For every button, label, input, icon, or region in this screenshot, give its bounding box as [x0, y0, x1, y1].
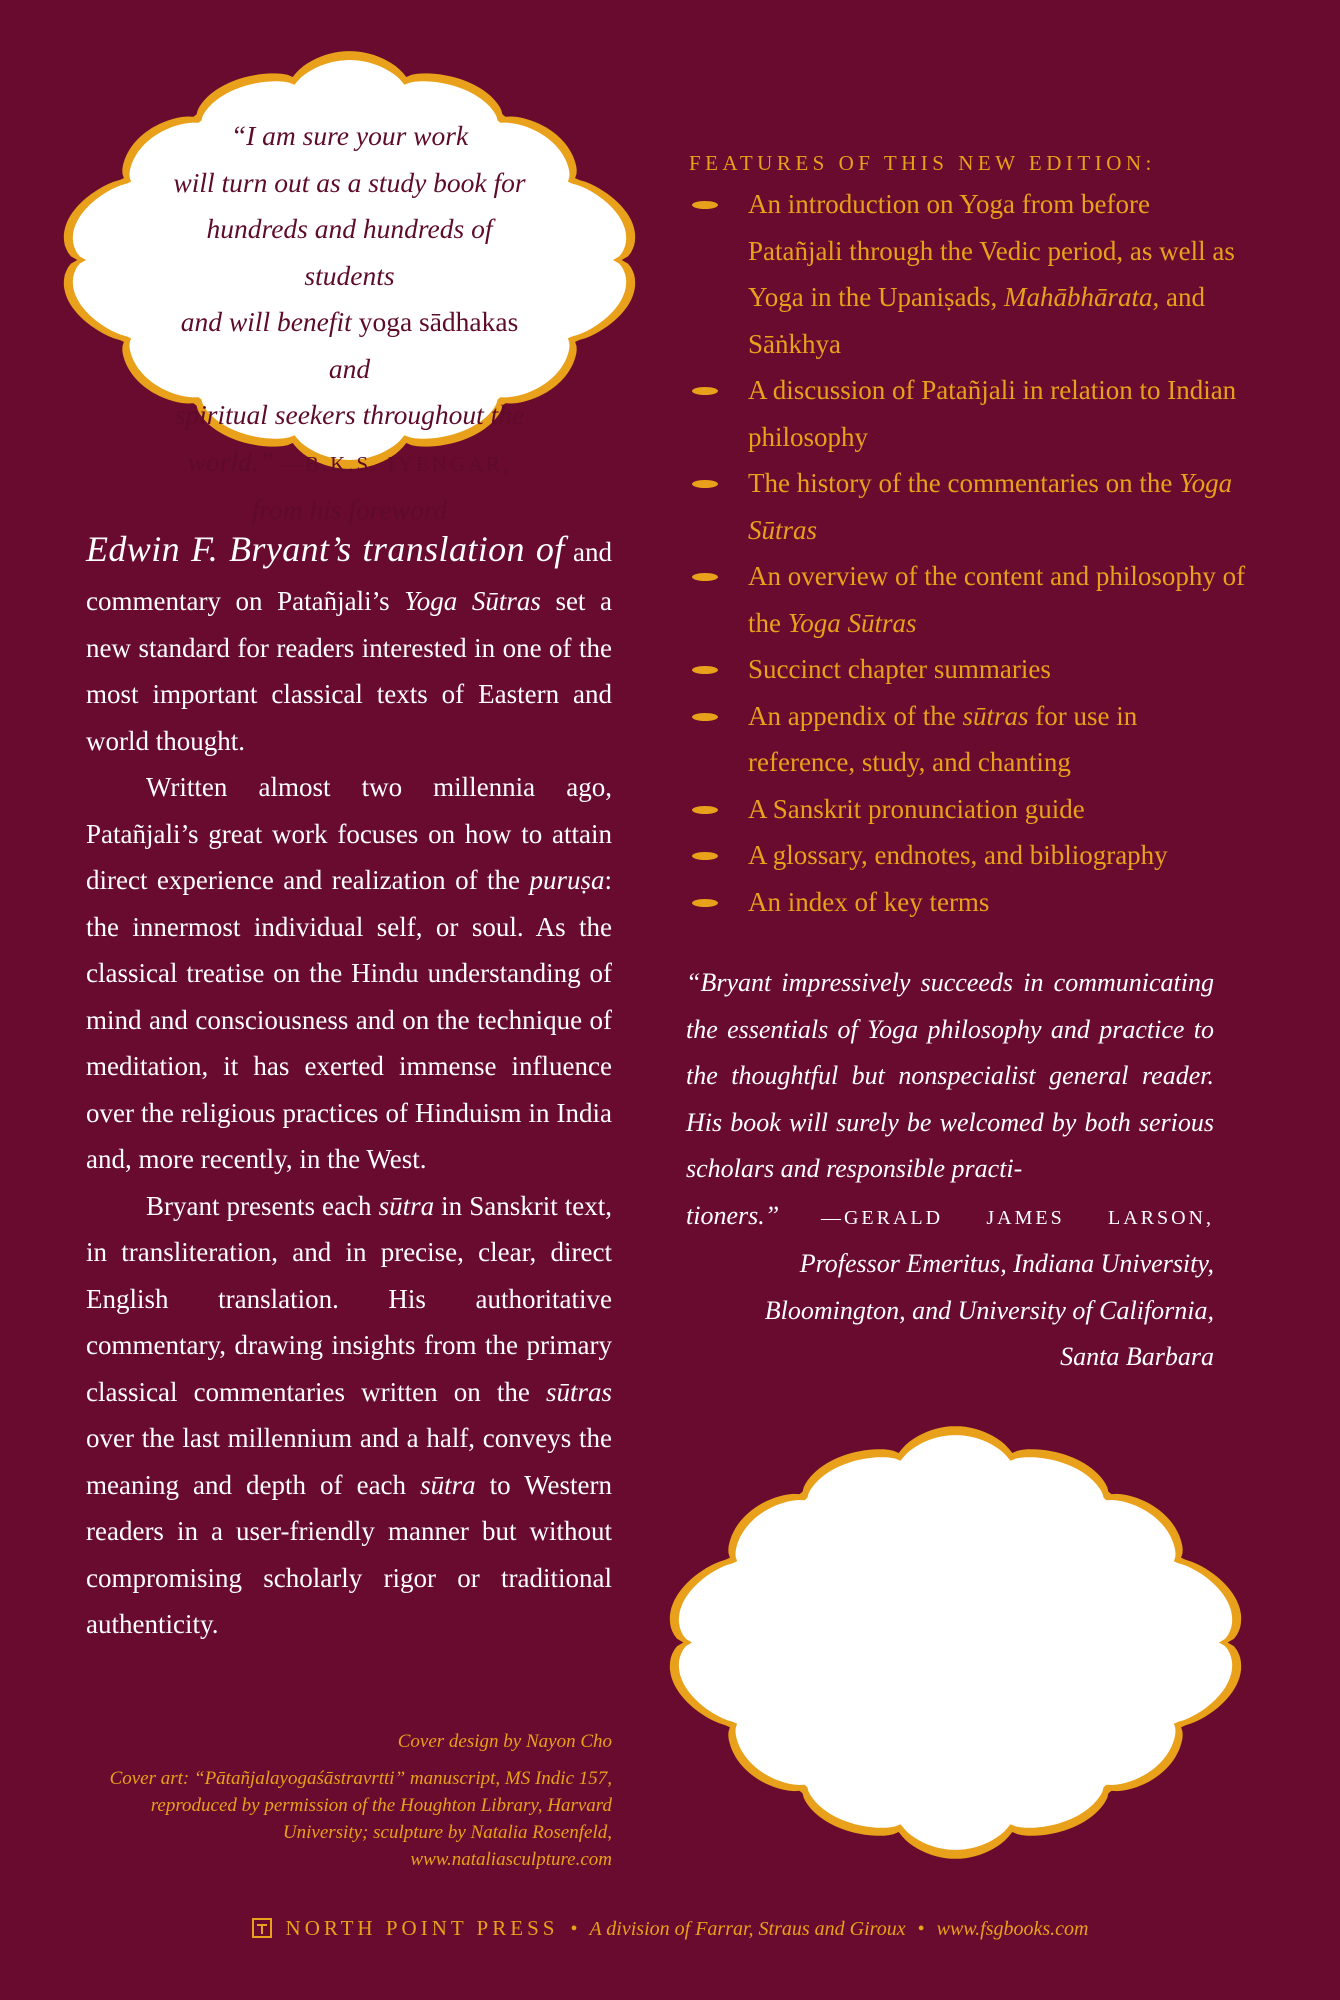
separator: • — [917, 1918, 925, 1940]
feature-text-part: for use in reference, study, and chanting — [748, 700, 1138, 777]
quote-line: hundreds and hundreds of students — [206, 213, 493, 291]
feature-item — [688, 181, 1248, 367]
feature-title-part: Yoga Sūtras — [748, 468, 1233, 545]
larson-quote — [686, 960, 1214, 1381]
cover-design-credit: Cover design by Nayon Cho — [397, 1731, 612, 1752]
quote-line: will turn out as a study book for — [173, 166, 526, 198]
feature-item — [688, 693, 1248, 786]
feature-text — [748, 879, 1248, 926]
leaf-bullet-icon — [692, 573, 718, 581]
press-logo-icon — [252, 1918, 272, 1938]
feature-text-part: An appendix of the — [748, 700, 956, 731]
affiliation-line: Bloomington, and University of California, — [764, 1295, 1214, 1325]
scalloped-badge-shape — [668, 1420, 1243, 1865]
feature-text — [748, 181, 1248, 367]
feature-text — [748, 367, 1248, 460]
features-list — [688, 181, 1248, 925]
quote-line: from his foreword — [251, 494, 448, 525]
barcode-badge — [668, 1420, 1243, 1865]
feature-text-part: A glossary, endnotes, and bibliography — [748, 840, 1168, 870]
feature-item — [688, 553, 1248, 646]
term: puruṣa — [529, 865, 605, 895]
feature-text-part: An index of key terms — [748, 886, 990, 917]
feature-item — [688, 460, 1248, 553]
quote-attribution: —B.K.S. IYENGAR, — [280, 451, 512, 476]
quote-term: yoga sādhakas — [358, 306, 519, 337]
affiliation-line: Santa Barbara — [1060, 1342, 1214, 1371]
feature-text-part: An overview of the content and philosophy of the — [748, 561, 1246, 638]
feature-text — [748, 832, 1248, 879]
feature-text — [748, 553, 1248, 646]
text: in Sanskrit text, in transliteration, and in precise, clear, direct English translation. His authoritative commentary, drawing insights from the primary classical commentaries written on the — [86, 1190, 613, 1407]
quote-text: and — [328, 352, 371, 384]
feature-text — [748, 646, 1248, 693]
quote-line — [172, 299, 527, 392]
book-title: Yoga Sūtras — [404, 586, 541, 616]
leaf-bullet-icon — [692, 480, 718, 488]
feature-text-part: An introduction on Yoga from before Patañjali through the Vedic period, as well as Yoga in the Upaniṣads, — [748, 189, 1235, 312]
affiliation-line: Professor Emeritus, Indiana University, — [799, 1249, 1214, 1278]
features-section — [688, 145, 1248, 925]
text: Bryant presents each — [146, 1190, 372, 1221]
text: to Western readers in a user-friendly manner but without compromising scholarly rigor or traditional authenticity. — [86, 1469, 613, 1639]
top-quote-badge — [62, 45, 637, 525]
leaf-bullet-icon — [692, 713, 718, 721]
iyengar-quote — [172, 113, 527, 534]
division-text: A division of Farrar, Straus and Giroux — [589, 1918, 906, 1940]
publisher-footer — [0, 1916, 1340, 1941]
quote-text: and will benefit — [180, 306, 352, 337]
text: and commentary on Patañjali’s — [86, 537, 612, 616]
leaf-bullet-icon — [692, 852, 718, 860]
website-link[interactable]: www.fsgbooks.com — [936, 1918, 1089, 1940]
description-paragraph-3 — [86, 1183, 612, 1648]
text: over the last millennium and a half, conveys the meaning and depth of each — [86, 1423, 612, 1500]
text: : the innermost individual self, or soul. As the classical treatise on the Hindu understanding of mind and consciousness and on the technique of meditation, it has exerted immense influence over the religious practices of Hinduism in India and, more recently, in the West. — [86, 865, 612, 1174]
badge-fill — [679, 1435, 1232, 1850]
feature-text-part: A discussion of Patañjali in relation to Indian philosophy — [748, 375, 1237, 452]
quote-line: spiritual seekers throughout the — [174, 399, 525, 430]
feature-item — [688, 832, 1248, 879]
feature-title-part: sūtras — [962, 700, 1029, 731]
quote-line — [172, 439, 527, 488]
feature-item — [688, 879, 1248, 926]
separator: • — [570, 1918, 578, 1940]
cover-art-credit: Cover art: “Pātañjalayogaśāstravrtti” manuscript, MS Indic 157, reproduced by permission of the Houghton Library, Harvard University; sculpture by Natalia Rosenfeld, www.nataliasculpture.com — [109, 1768, 612, 1870]
leaf-bullet-icon — [692, 806, 718, 814]
quote-line: “I am sure your work — [230, 120, 469, 151]
feature-text-part: The history of the commentaries on the — [748, 468, 1173, 498]
quote-text: world.” — [187, 445, 274, 477]
leaf-bullet-icon — [692, 899, 718, 907]
text: set a new standard for readers interested in one of the most important classical texts of Eastern and world thought. — [86, 586, 612, 756]
press-name: NORTH POINT PRESS — [285, 1916, 559, 1940]
feature-text-part: , and Sāṅkhya — [748, 282, 1205, 359]
lead-line: Edwin F. Bryant’s translation of — [86, 529, 565, 569]
text: Written almost two millennia ago, Patañjali’s great work focuses on how to attain direct experience and realization of the — [86, 772, 612, 895]
leaf-bullet-icon — [692, 387, 718, 395]
term: sūtra — [420, 1469, 476, 1500]
features-heading: FEATURES OF THIS NEW EDITION: — [689, 151, 1156, 175]
leaf-bullet-icon — [692, 666, 718, 674]
description-text — [86, 520, 612, 1648]
term: sūtras — [545, 1376, 613, 1407]
feature-item — [688, 367, 1248, 460]
leaf-bullet-icon — [692, 201, 718, 209]
feature-item — [688, 646, 1248, 693]
feature-text-part: A Sanskrit pronunciation guide — [748, 793, 1085, 824]
quote-attribution-line — [686, 1193, 1214, 1242]
term: sūtra — [378, 1190, 435, 1221]
quote-attribution: —GERALD JAMES LARSON, — [820, 1206, 1214, 1229]
feature-text-part: Succinct chapter summaries — [748, 654, 1051, 684]
feature-title-part: Mahābhārata — [1004, 282, 1153, 312]
description-paragraph-2 — [86, 764, 612, 1183]
feature-text — [748, 460, 1248, 553]
quote-body: “Bryant impressively succeeds in communicating the essentials of Yoga philosophy and practice to the thoughtful but nonspecialist general reader. His book will surely be welcomed by both serious scholars and responsible practi- — [686, 968, 1214, 1183]
feature-title-part: Yoga Sūtras — [787, 607, 917, 638]
feature-text — [748, 786, 1248, 833]
feature-item — [688, 786, 1248, 833]
quote-text: tioners.” — [686, 1200, 780, 1230]
feature-text — [748, 693, 1248, 786]
description-paragraph-1 — [86, 520, 612, 764]
